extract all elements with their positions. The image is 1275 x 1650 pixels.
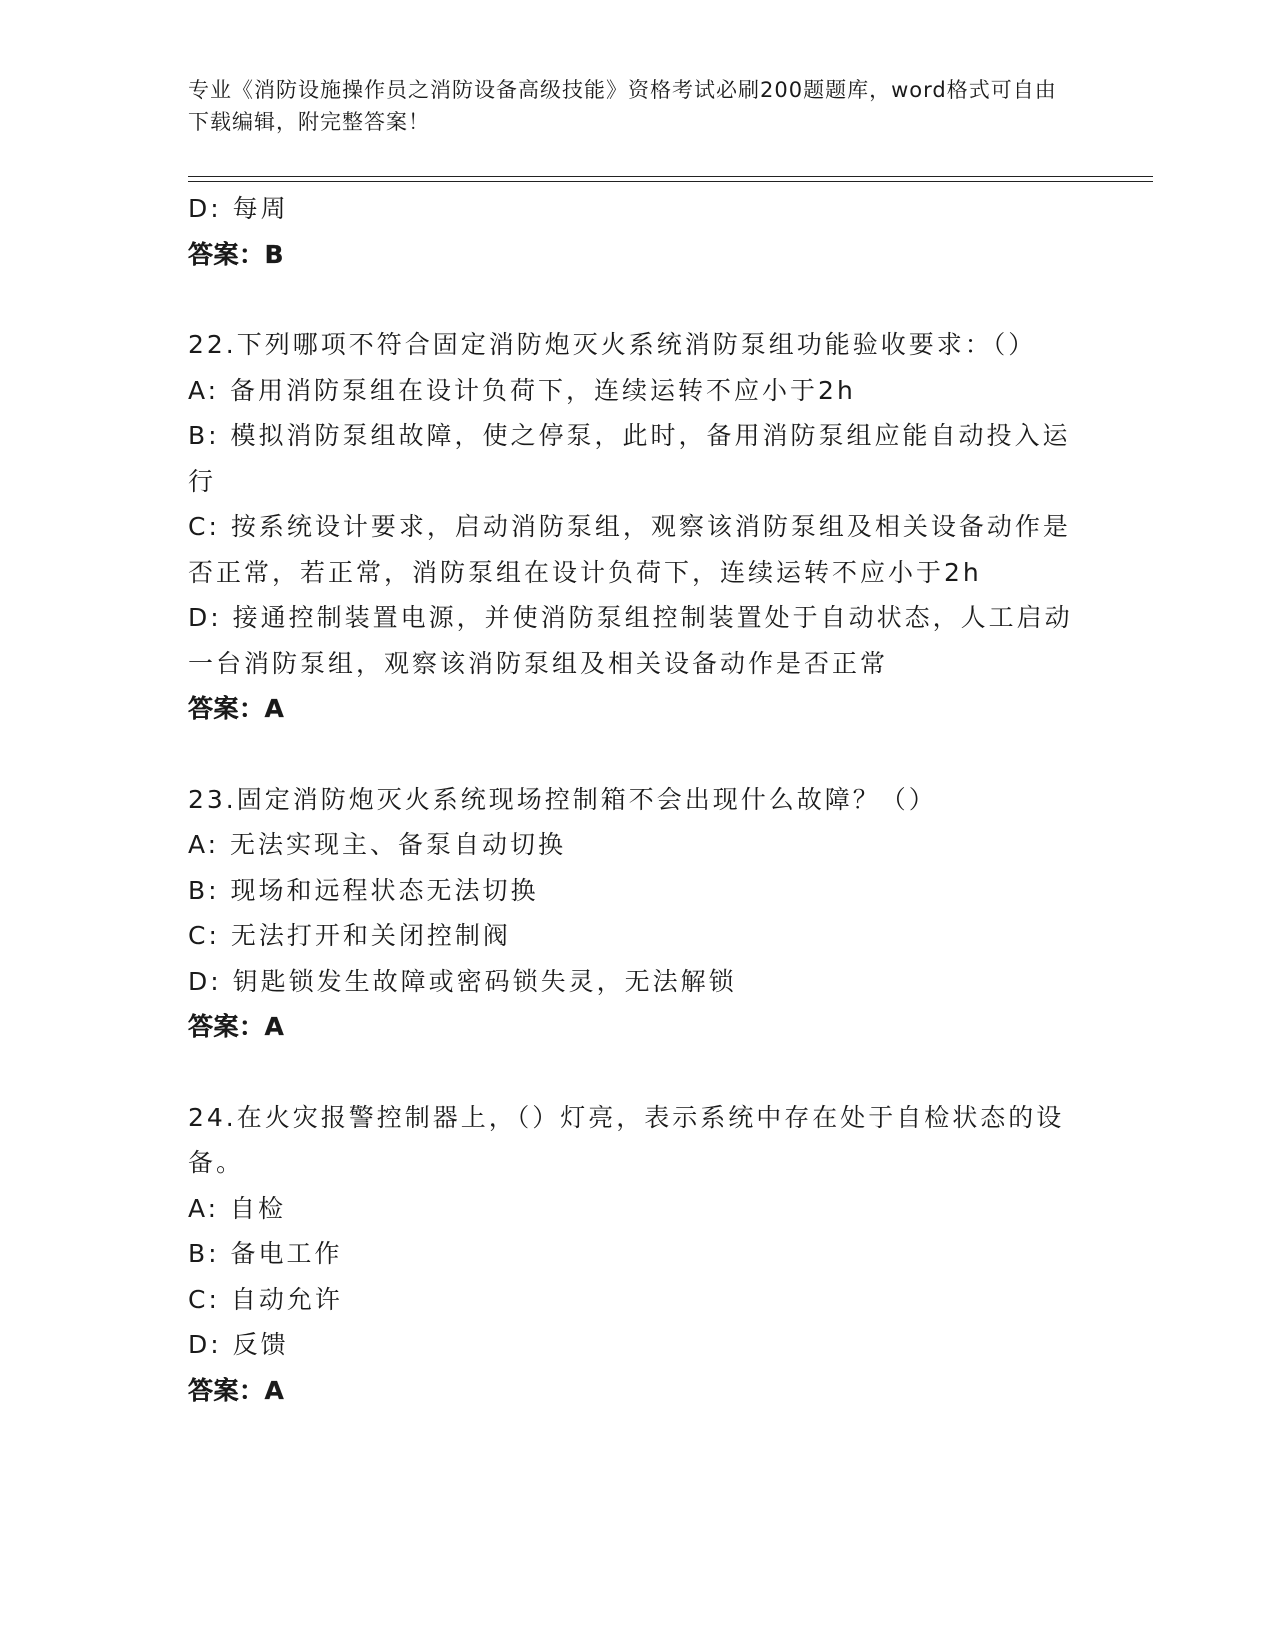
question-stem: 22.下列哪项不符合固定消防炮灭火系统消防泵组功能验收要求：（） [188,330,1037,359]
option-b: B: 模拟消防泵组故障，使之停泵，此时，备用消防泵组应能自动投入运行 [188,421,1071,496]
prev-option-d: D: 每周 [188,194,289,223]
option-a: A: 备用消防泵组在设计负荷下，连续运转不应小于2h [188,375,856,405]
option-d: D: 钥匙锁发生故障或密码锁失灵，无法解锁 [188,966,737,996]
option-b: B: 现场和远程状态无法切换 [188,875,539,905]
spacer [188,732,1088,777]
question-22 [188,322,1088,732]
header-divider-top [188,176,1153,177]
spacer [188,1050,1088,1095]
question-23 [188,777,1088,1050]
option-a: A: 无法实现主、备泵自动切换 [188,830,567,859]
question-answer: 答案：A [188,1375,285,1405]
header-divider-bottom [188,181,1153,182]
option-d: D: 反馈 [188,1330,289,1359]
option-b: B: 备电工作 [188,1239,343,1268]
option-d: D: 接通控制装置电源，并使消防泵组控制装置处于自动状态，人工启动一台消防泵组，观察该消防泵组及相关设备动作是否正常 [188,603,1073,678]
question-24 [188,1095,1088,1414]
question-content [188,186,1088,1413]
option-a: A: 自检 [188,1193,287,1223]
option-c: C: 按系统设计要求，启动消防泵组，观察该消防泵组及相关设备动作是否正常，若正常，消防泵组在设计负荷下，连续运转不应小于2h [188,512,1071,587]
question-stem: 24.在火灾报警控制器上，（）灯亮，表示系统中存在处于自检状态的设备。 [188,1102,1065,1177]
option-c: C: 自动允许 [188,1284,343,1314]
option-c: C: 无法打开和关闭控制阀 [188,921,511,950]
prev-answer: 答案：B [188,239,285,269]
question-answer: 答案：A [188,1012,285,1041]
spacer [188,277,1088,322]
question-stem: 23.固定消防炮灭火系统现场控制箱不会出现什么故障？（） [188,784,937,814]
question-answer: 答案：A [188,694,285,723]
document-header: 专业《消防设施操作员之消防设备高级技能》资格考试必刷200题题库，word格式可自由下载编辑，附完整答案！ [188,78,1057,134]
